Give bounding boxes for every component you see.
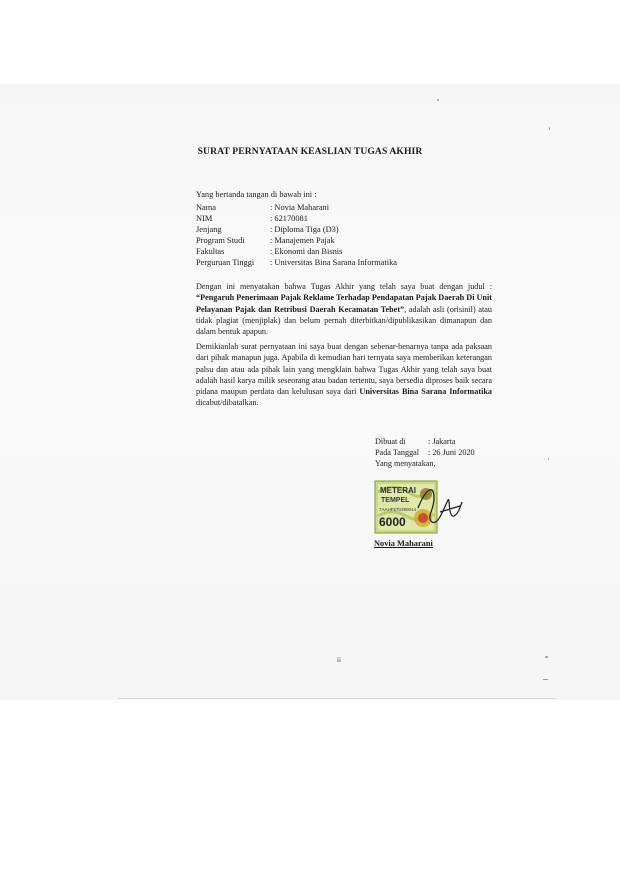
thesis-title: “Pengaruh Penerimaan Pajak Reklame Terhadap Pendapatan Pajak Daerah Di Unit Pelayanan Pajak dan Retribusi Daerah Kecamatan Tebet” <box>196 293 492 314</box>
document-title: SURAT PERNYATAAN KEASLIAN TUGAS AKHIR <box>197 146 423 157</box>
scan-edge-line <box>118 698 556 699</box>
field-row-program-studi <box>196 235 397 246</box>
field-value: : Ekonomi dan Bisnis <box>270 246 342 257</box>
field-value: : Novia Maharani <box>270 202 329 213</box>
field-value: : Manajemen Pajak <box>270 235 335 246</box>
declaration-ending: dicabut/dibatalkan. <box>196 398 259 408</box>
field-value: : 62170081 <box>270 213 308 224</box>
statement-paragraph <box>196 281 492 337</box>
statement-lead: Dengan ini menyatakan bahwa Tugas Akhir yang telah saya buat dengan judul : <box>196 282 492 291</box>
field-label: Perguruan Tinggi <box>196 258 255 268</box>
field-row-nim <box>196 213 397 224</box>
closing-line: Yang menyatakan, <box>375 459 436 469</box>
field-label: Nama <box>196 203 216 212</box>
stamp-amount: 6000 <box>379 515 406 529</box>
place-label: Dibuat di <box>375 437 406 446</box>
page-number: ii <box>337 656 341 664</box>
date-value: : 26 Juni 2020 <box>428 448 475 458</box>
date-row <box>375 447 475 458</box>
scan-speck <box>545 656 548 658</box>
field-label: Fakultas <box>196 247 225 257</box>
stamp-text-top: METERAI <box>380 486 416 495</box>
field-label: NIM <box>196 214 213 224</box>
identity-fields <box>196 202 397 269</box>
declaration-text: Demikianlah surat pernyataan ini saya buat dengan sebenar-benarnya tanpa ada paksaan dari pihak manapun juga. Apabila di kemudian hari ternyata saya memberikan keterangan palsu dan atau ada pihak lain yang mengklain bahwa Tugas Akhir yang telah saya buat adalah hasil karya milik seseorang atau badan tertentu, saya bersedia diproses baik secara pidana maupun perdata dan kelulusan saya dari <box>196 342 492 397</box>
scan-speck <box>543 679 548 680</box>
field-row-jenjang <box>196 224 397 235</box>
scan-speck <box>549 127 550 130</box>
field-label: Program Studi <box>196 236 245 246</box>
stamp-text-mid: TEMPEL <box>381 497 410 504</box>
field-label: Jenjang <box>196 225 222 235</box>
revenue-stamp-icon <box>374 478 464 536</box>
scan-speck <box>548 458 549 460</box>
stamp-code: 7AAHF570390014 <box>379 507 417 512</box>
field-row-perguruan-tinggi <box>196 257 397 268</box>
place-row <box>375 436 475 447</box>
place-value: : Jakarta <box>428 437 456 446</box>
statement-rest: , adalah asli (orisinil) atau tidak plagiat (menjiplak) dan belum pernah diterbitkan/dipublikasikan dimanapun dan dalam bentuk apapun. <box>196 304 492 337</box>
date-label: Pada Tanggal <box>375 448 420 458</box>
place-value-text: Jakarta <box>432 437 456 446</box>
field-row-nama <box>196 202 397 213</box>
declaration-paragraph <box>196 341 492 409</box>
intro-line: Yang bertanda tangan di bawah ini : <box>196 190 317 199</box>
signature-block <box>375 436 475 470</box>
field-value: : Universitas Bina Sarana Informatika <box>270 257 397 268</box>
university-name: Universitas Bina Sarana Informatika <box>359 387 492 397</box>
field-value: : Diploma Tiga (D3) <box>270 224 339 235</box>
stamp-and-signature <box>374 478 464 536</box>
signer-name: Novia Maharani <box>374 539 433 548</box>
date-value-text: 26 Juni 2020 <box>432 448 475 458</box>
scan-speck <box>437 99 439 101</box>
field-row-fakultas <box>196 246 397 257</box>
